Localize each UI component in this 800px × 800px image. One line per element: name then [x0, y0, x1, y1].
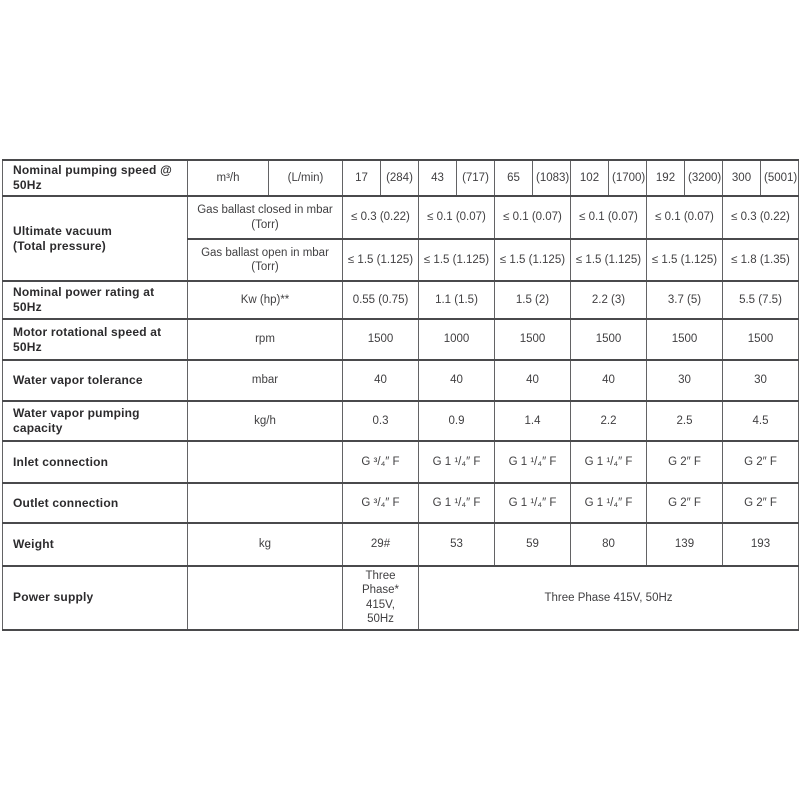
value-cell: 300 [723, 160, 761, 196]
merged-value-cell: Three Phase 415V, 50Hz [419, 566, 799, 630]
row-label [3, 196, 188, 281]
value-cell: ≤ 1.5 (1.125) [343, 239, 419, 281]
value-cell: 0.9 [419, 401, 495, 441]
value-cell: G 1 ¹/₄″ F [495, 441, 571, 483]
row-power-rating [3, 281, 799, 319]
row-label: Nominal power rating at 50Hz [3, 281, 188, 319]
row-label: Water vapor tolerance [3, 360, 188, 401]
value-cell [343, 566, 419, 630]
value-cell: (1700) [609, 160, 647, 196]
power-supply-line: 50Hz [367, 613, 394, 626]
row-weight [3, 523, 799, 566]
value-cell: G 2″ F [647, 483, 723, 523]
value-cell: 1500 [343, 319, 419, 360]
value-cell: ≤ 0.1 (0.07) [495, 196, 571, 239]
pump-spec-table [2, 159, 799, 631]
value-cell: (3200) [685, 160, 723, 196]
value-cell: G ³/₄″ F [343, 483, 419, 523]
value-cell: 40 [343, 360, 419, 401]
value-cell: 30 [647, 360, 723, 401]
unit-cell: m³/h [188, 160, 269, 196]
value-cell: 3.7 (5) [647, 281, 723, 319]
value-cell: 0.3 [343, 401, 419, 441]
value-cell: (1083) [533, 160, 571, 196]
value-cell: ≤ 1.5 (1.125) [495, 239, 571, 281]
value-cell: 193 [723, 523, 799, 566]
value-cell: 192 [647, 160, 685, 196]
value-cell: (5001) [761, 160, 799, 196]
value-cell: 1500 [495, 319, 571, 360]
value-cell: 40 [495, 360, 571, 401]
value-cell: 17 [343, 160, 381, 196]
value-cell: ≤ 0.3 (0.22) [723, 196, 799, 239]
row-label: Motor rotational speed at 50Hz [3, 319, 188, 360]
value-cell: 0.55 (0.75) [343, 281, 419, 319]
value-cell: 1500 [723, 319, 799, 360]
value-cell: G 1 ¹/₄″ F [495, 483, 571, 523]
row-label: Outlet connection [3, 483, 188, 523]
value-cell: 2.2 [571, 401, 647, 441]
value-cell: G 2″ F [723, 441, 799, 483]
value-cell: 4.5 [723, 401, 799, 441]
sub-row-label: Gas ballast open in mbar (Torr) [188, 239, 343, 281]
unit-cell: (L/min) [269, 160, 343, 196]
unit-cell-empty [188, 483, 343, 523]
row-label: Weight [3, 523, 188, 566]
value-cell: ≤ 1.5 (1.125) [571, 239, 647, 281]
value-cell: 40 [419, 360, 495, 401]
value-cell: G 1 ¹/₄″ F [571, 441, 647, 483]
value-cell: 5.5 (7.5) [723, 281, 799, 319]
value-cell: 59 [495, 523, 571, 566]
value-cell: G 2″ F [723, 483, 799, 523]
value-cell: G 1 ¹/₄″ F [419, 483, 495, 523]
unit-cell: Kw (hp)** [188, 281, 343, 319]
row-label-line: (Total pressure) [13, 238, 106, 253]
value-cell: ≤ 0.1 (0.07) [571, 196, 647, 239]
value-cell: 30 [723, 360, 799, 401]
value-cell: 139 [647, 523, 723, 566]
row-pumping-speed [3, 160, 799, 196]
row-vapor-tolerance [3, 360, 799, 401]
value-cell: 53 [419, 523, 495, 566]
row-label: Inlet connection [3, 441, 188, 483]
value-cell: ≤ 1.5 (1.125) [647, 239, 723, 281]
value-cell: 2.2 (3) [571, 281, 647, 319]
value-cell: 2.5 [647, 401, 723, 441]
value-cell: 1500 [647, 319, 723, 360]
power-supply-line: Three Phase* [361, 570, 400, 597]
value-cell: 29# [343, 523, 419, 566]
unit-cell: kg [188, 523, 343, 566]
value-cell: ≤ 0.1 (0.07) [647, 196, 723, 239]
value-cell: 80 [571, 523, 647, 566]
value-cell: 1500 [571, 319, 647, 360]
value-cell: G 1 ¹/₄″ F [571, 483, 647, 523]
row-gas-ballast-closed [3, 196, 799, 239]
value-cell: G 1 ¹/₄″ F [419, 441, 495, 483]
unit-cell: kg/h [188, 401, 343, 441]
value-cell: 40 [571, 360, 647, 401]
unit-cell-empty [188, 566, 343, 630]
value-cell: (284) [381, 160, 419, 196]
sub-row-label: Gas ballast closed in mbar (Torr) [188, 196, 343, 239]
row-label: Water vapor pumping capacity [3, 401, 188, 441]
value-cell: ≤ 0.1 (0.07) [419, 196, 495, 239]
power-supply-line: 415V, [366, 598, 395, 611]
row-motor-speed [3, 319, 799, 360]
value-cell: ≤ 1.5 (1.125) [419, 239, 495, 281]
value-cell: 1.5 (2) [495, 281, 571, 319]
row-label-line: Ultimate vacuum [13, 223, 113, 238]
unit-cell-empty [188, 441, 343, 483]
value-cell: 102 [571, 160, 609, 196]
value-cell: ≤ 1.8 (1.35) [723, 239, 799, 281]
row-inlet-connection [3, 441, 799, 483]
value-cell: 1.1 (1.5) [419, 281, 495, 319]
unit-cell: rpm [188, 319, 343, 360]
value-cell: G ³/₄″ F [343, 441, 419, 483]
value-cell: 1.4 [495, 401, 571, 441]
value-cell: 65 [495, 160, 533, 196]
row-outlet-connection [3, 483, 799, 523]
value-cell: (717) [457, 160, 495, 196]
row-vapor-capacity [3, 401, 799, 441]
value-cell: 1000 [419, 319, 495, 360]
value-cell: 43 [419, 160, 457, 196]
row-label: Power supply [3, 566, 188, 630]
value-cell: ≤ 0.3 (0.22) [343, 196, 419, 239]
row-label: Nominal pumping speed @ 50Hz [3, 160, 188, 196]
value-cell: G 2″ F [647, 441, 723, 483]
unit-cell: mbar [188, 360, 343, 401]
row-power-supply [3, 566, 799, 630]
